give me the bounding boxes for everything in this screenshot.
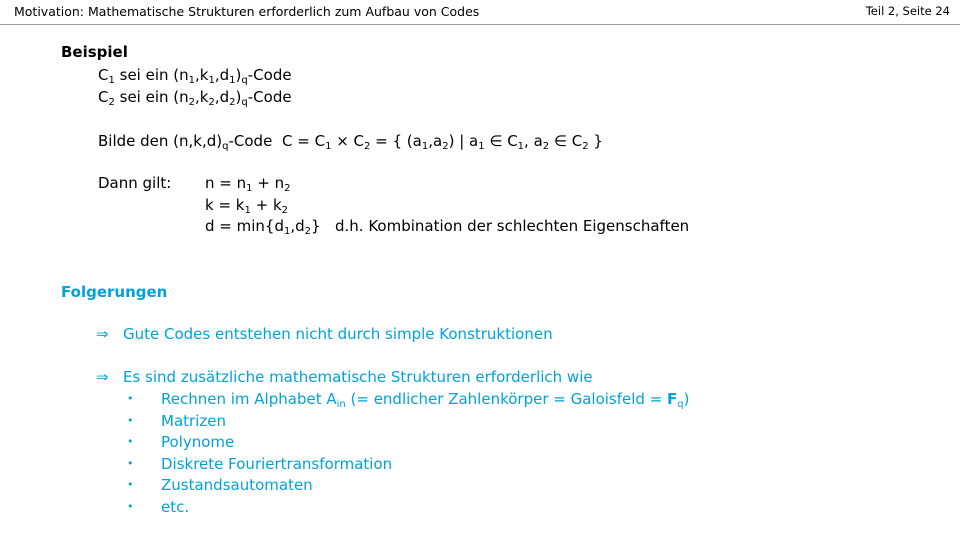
bullet-icon: • xyxy=(127,478,134,491)
subscript: 1 xyxy=(188,75,196,86)
subscript: 1 xyxy=(208,75,215,86)
text-part: -Code xyxy=(247,88,292,106)
bullet-icon: • xyxy=(127,457,134,470)
equation-k xyxy=(205,196,288,214)
subscript: 2 xyxy=(542,141,550,152)
bullet-item: Polynome xyxy=(161,433,235,451)
formula-part: ∈ C xyxy=(549,132,583,150)
bullet-icon: • xyxy=(127,435,134,448)
subscript: 1 xyxy=(108,75,115,86)
text-part: -Code xyxy=(247,66,292,84)
bullet-icon: • xyxy=(127,500,134,513)
formula-part: ∈ C xyxy=(484,132,518,150)
subscript: q xyxy=(677,399,684,410)
equation-part: d = min{d xyxy=(205,217,284,235)
then-label: Dann gilt: xyxy=(98,174,172,192)
remark-text: d.h. Kombination der schlechten Eigenschaften xyxy=(335,217,690,235)
bullet-item xyxy=(161,390,690,408)
bullet-part: Rechnen im Alphabet A xyxy=(161,390,337,408)
equation-part: k = k xyxy=(205,196,245,214)
formula-part: = { (a xyxy=(370,132,422,150)
text-part: ,d xyxy=(214,66,230,84)
text-part: ,d xyxy=(214,88,230,106)
equation-part: n = n xyxy=(205,174,247,192)
formula-part: ) | a xyxy=(448,132,479,150)
subscript: 1 xyxy=(517,141,525,152)
code-1-definition xyxy=(98,66,292,84)
equation-part: } xyxy=(311,217,321,235)
implies-arrow-icon: ⇒ xyxy=(96,325,109,343)
product-code-formula xyxy=(282,132,603,150)
bullet-part: ) xyxy=(683,390,690,408)
galois-field-symbol: F xyxy=(667,390,678,408)
subscript: 2 xyxy=(188,97,196,108)
text-part: ,k xyxy=(195,88,209,106)
equation-part: ,d xyxy=(290,217,305,235)
consequence-item: Gute Codes entstehen nicht durch simple Konstruktionen xyxy=(123,325,553,343)
code-2-definition xyxy=(98,88,292,106)
subscript: in xyxy=(336,399,346,410)
equation-part: + n xyxy=(252,174,285,192)
bullet-icon: • xyxy=(127,414,134,427)
bullet-item: Matrizen xyxy=(161,412,226,430)
subscript: 1 xyxy=(421,141,429,152)
formula-part: } xyxy=(588,132,603,150)
example-heading: Beispiel xyxy=(61,43,128,61)
slide-title: Motivation: Mathematische Strukturen erforderlich zum Aufbau von Codes xyxy=(14,4,480,19)
subscript: q xyxy=(222,141,229,152)
bullet-part: (= endlicher Zahlenkörper = Galoisfeld = xyxy=(345,390,668,408)
formula-part: × C xyxy=(331,132,365,150)
subscript: 2 xyxy=(442,141,449,152)
subscript: q xyxy=(241,97,248,108)
text-part: ,k xyxy=(195,66,209,84)
bullet-icon: • xyxy=(127,392,134,405)
bullet-item: Zustandsautomaten xyxy=(161,476,313,494)
equation-n xyxy=(205,174,291,192)
code-name: C xyxy=(98,66,109,84)
bullet-item: Diskrete Fouriertransformation xyxy=(161,455,393,473)
consequences-heading: Folgerungen xyxy=(61,283,168,301)
subscript: 2 xyxy=(108,97,115,108)
text-part: ) xyxy=(235,66,242,84)
consequence-item: Es sind zusätzliche mathematische Strukturen erforderlich wie xyxy=(123,368,593,386)
subscript: 2 xyxy=(364,141,371,152)
subscript: 1 xyxy=(244,205,251,216)
subscript: 1 xyxy=(325,141,332,152)
subscript: q xyxy=(241,75,248,86)
subscript: 2 xyxy=(229,97,236,108)
formula-part: C = C xyxy=(282,132,326,150)
equation-part: + k xyxy=(250,196,282,214)
subscript: 2 xyxy=(284,183,291,194)
subscript: 2 xyxy=(281,205,289,216)
subscript: 1 xyxy=(229,75,236,86)
subscript: 2 xyxy=(582,141,589,152)
formula-part: ,a xyxy=(428,132,443,150)
header-divider xyxy=(0,24,960,25)
text-part: sei ein (n xyxy=(114,66,189,84)
text-part: Bilde den (n,k,d) xyxy=(98,132,223,150)
bullet-item: etc. xyxy=(161,498,190,516)
formula-part: , a xyxy=(524,132,543,150)
subscript: 2 xyxy=(208,97,215,108)
subscript: 1 xyxy=(478,141,485,152)
implies-arrow-icon: ⇒ xyxy=(96,368,109,386)
subscript: 1 xyxy=(246,183,253,194)
page-label: Teil 2, Seite 24 xyxy=(865,4,950,18)
subscript: 2 xyxy=(304,226,312,237)
equation-d xyxy=(205,217,321,235)
subscript: 1 xyxy=(283,226,291,237)
text-part: -Code xyxy=(228,132,273,150)
text-part: sei ein (n xyxy=(114,88,189,106)
construct-line xyxy=(98,132,272,150)
code-name: C xyxy=(98,88,109,106)
text-part: ) xyxy=(235,88,242,106)
